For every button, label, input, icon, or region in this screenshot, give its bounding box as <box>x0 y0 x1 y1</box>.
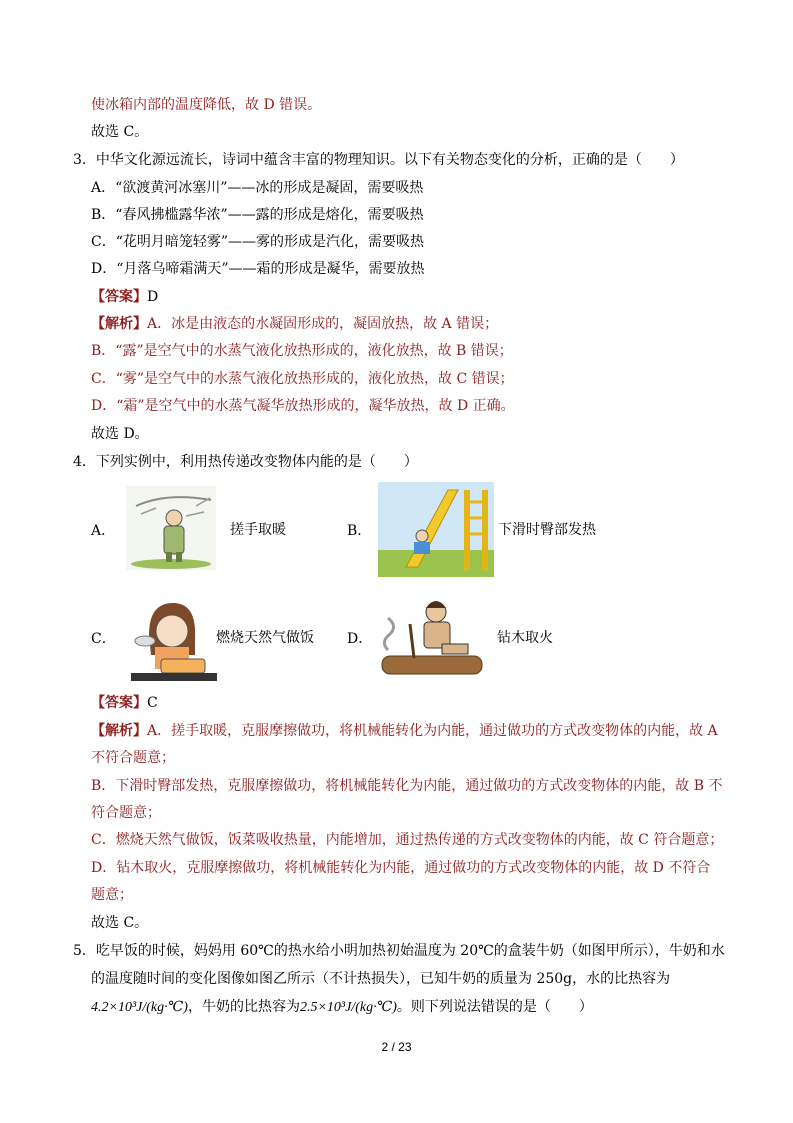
milk-specific-heat: 2.5×10³J/(kg·℃) <box>299 1000 397 1015</box>
q4-option-b-caption: 下滑时臀部发热 <box>498 522 596 538</box>
answer-value: D <box>147 289 159 305</box>
q3-analysis-a: 【解析】A．冰是由液态的水凝固形成的，凝固放热，故 A 错误； <box>91 316 499 332</box>
q3-option-c: C．“花明月暗笼轻雾”——雾的形成是汽化，需要吸热 <box>91 234 425 250</box>
slide-illustration <box>378 482 494 577</box>
q4-option-b-letter: B． <box>347 523 372 539</box>
page-number: 2 / 23 <box>381 1040 412 1054</box>
analysis-tag: 【解析】 <box>91 723 147 739</box>
q3-answer <box>91 287 158 307</box>
q3-option-d: D．“月落乌啼霜满天”——霜的形成是凝华，需要放热 <box>91 261 425 277</box>
q5-stem-line3: 4.2×10³J/(kg·℃)，牛奶的比热容为2.5×10³J/(kg·℃)。则下列说法错误的是（ ） <box>91 999 593 1015</box>
q3-analysis-b: B．“露”是空气中的水蒸气液化放热形成的，液化放热，故 B 错误； <box>91 343 513 359</box>
q3-conclusion: 故选 D。 <box>91 426 149 442</box>
cooking-with-gas-illustration <box>121 595 217 687</box>
q3-stem: 3．中华文化源远流长，诗词中蕴含丰富的物理知识。以下有关物态变化的分析，正确的是（ ） <box>73 152 684 168</box>
prev-analysis-line: 使冰箱内部的温度降低，故 D 错误。 <box>91 97 322 113</box>
q4-option-a-letter: A． <box>91 523 116 539</box>
q4-analysis-a1: 【解析】A．搓手取暖，克服摩擦做功，将机械能转化为内能，通过做功的方式改变物体的内能，故 A <box>91 723 718 739</box>
q5-stem-line1: 5．吃早饭的时候，妈妈用 60℃的热水给小明加热初始温度为 20℃的盒装牛奶（如图甲所示），牛奶和水 <box>73 943 725 959</box>
answer-tag: 【答案】 <box>91 695 147 711</box>
analysis-tag: 【解析】 <box>91 316 147 332</box>
q4-option-d-caption: 钻木取火 <box>497 630 553 646</box>
q4-conclusion: 故选 C。 <box>91 915 149 931</box>
q3-option-a: A．“欲渡黄河冰塞川”——冰的形成是凝固，需要吸热 <box>91 180 424 196</box>
q3-analysis-c: C．“雾”是空气中的水蒸气液化放热形成的，液化放热，故 C 错误； <box>91 371 514 387</box>
q4-analysis-d2: 题意； <box>91 887 133 903</box>
q4-option-c-caption: 燃烧天然气做饭 <box>216 630 314 646</box>
q5-stem-line2: 的温度随时间的变化图像如图乙所示（不计热损失），已知牛奶的质量为 250g，水的比热容为 <box>91 971 671 987</box>
q4-analysis-b1: B．下滑时臀部发热，克服摩擦做功，将机械能转化为内能，通过做功的方式改变物体的内能，故 B 不 <box>91 778 723 794</box>
answer-value: C <box>147 695 158 711</box>
q3-analysis-d: D．“霜”是空气中的水蒸气凝华放热形成的，凝华放热，故 D 正确。 <box>91 398 515 414</box>
q4-stem: 4．下列实例中，利用热传递改变物体内能的是（ ） <box>73 454 418 470</box>
q4-option-d-letter: D． <box>347 631 373 647</box>
drilling-wood-fire-illustration <box>378 590 486 682</box>
q4-option-c-letter: C． <box>91 631 116 647</box>
q4-option-a-caption: 搓手取暖 <box>230 522 286 538</box>
rubbing-hands-illustration <box>126 486 216 570</box>
q3-option-b: B．“春风拂槛露华浓”——露的形成是熔化，需要吸热 <box>91 207 424 223</box>
prev-conclusion: 故选 C。 <box>91 124 149 140</box>
q4-analysis-c: C．燃烧天然气做饭，饭菜吸收热量，内能增加，通过热传递的方式改变物体的内能，故 C 符合题意； <box>91 832 724 848</box>
water-specific-heat: 4.2×10³J/(kg·℃) <box>91 1000 188 1015</box>
q4-analysis-b2: 符合题意； <box>91 805 161 821</box>
q4-analysis-d1: D．钻木取火，克服摩擦做功，将机械能转化为内能，通过做功的方式改变物体的内能，故 D 不符合 <box>91 860 711 876</box>
answer-tag: 【答案】 <box>91 289 147 305</box>
q4-analysis-a2: 不符合题意； <box>91 750 175 766</box>
q4-answer <box>91 693 158 713</box>
